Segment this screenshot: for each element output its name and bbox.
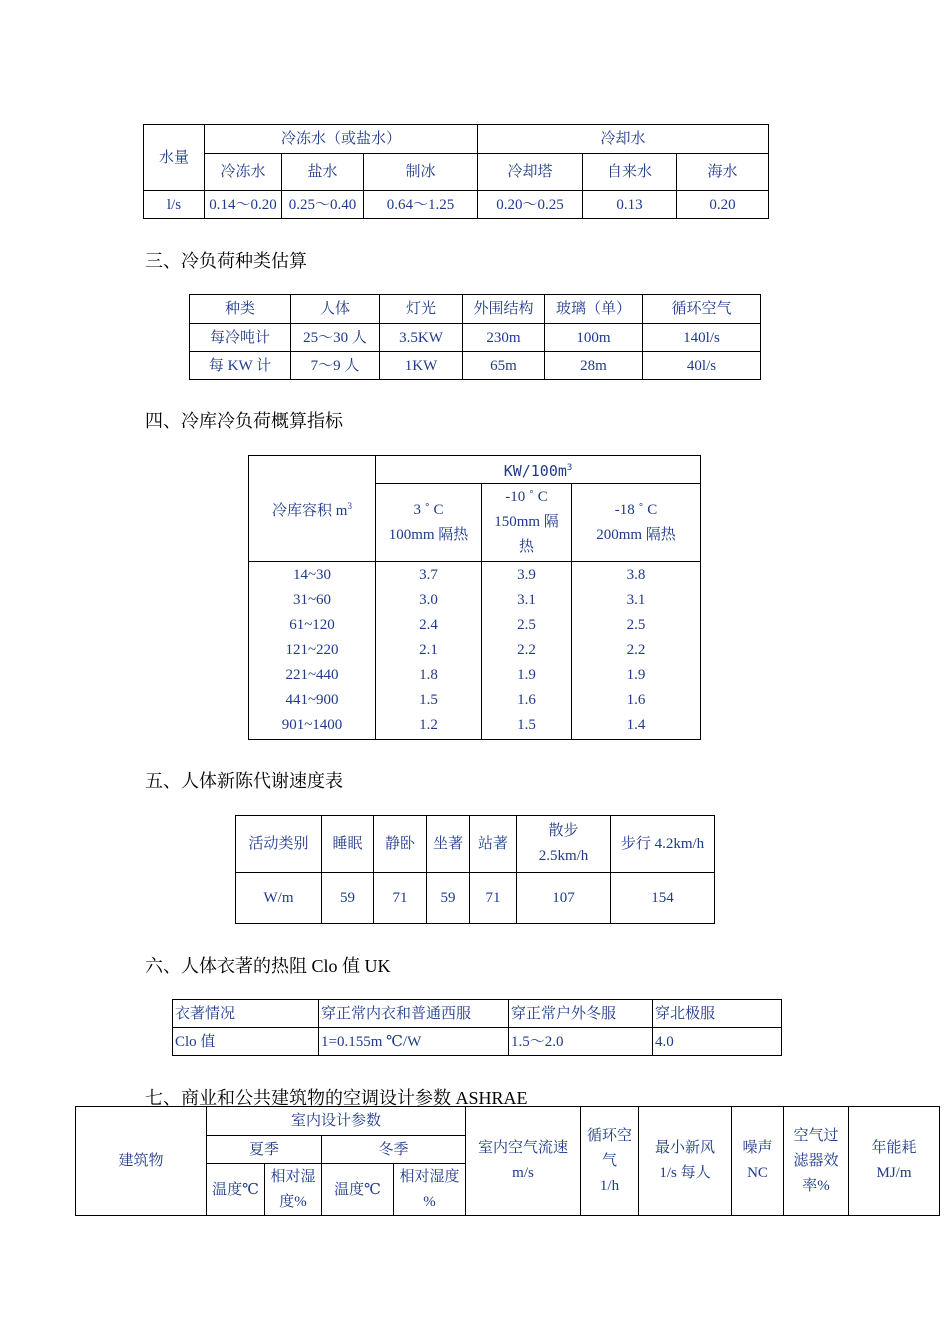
unit-cell: l/s	[144, 191, 205, 219]
table-cell: 每 KW 计	[190, 352, 291, 380]
temp-header: 温度℃	[207, 1164, 265, 1216]
table-cell: 107	[517, 873, 611, 924]
temp-header: 温度℃	[322, 1164, 394, 1216]
header-cell: 坐著	[427, 816, 470, 873]
value-column: 3.9 3.1 2.5 2.2 1.9 1.6 1.5	[482, 562, 572, 740]
table-cell: 4.0	[653, 1028, 782, 1056]
sub-header: 冷冻水	[205, 154, 282, 191]
fresh-air-header: 最小新风 1/s 每人	[639, 1107, 732, 1216]
table-cell: 每冷吨计	[190, 324, 291, 352]
table-cell: Clo 值	[173, 1028, 319, 1056]
header-cell: 外围结构	[463, 295, 545, 324]
sub-header: 自来水	[583, 154, 677, 191]
table-cell: 154	[611, 873, 715, 924]
header-cell: 散步 2.5km/h	[517, 816, 611, 873]
header-cell: 灯光	[380, 295, 463, 324]
sub-header: 制冰	[364, 154, 478, 191]
section-heading-6: 六、人体衣著的热阻 Clo 值 UK	[145, 956, 391, 976]
table-cell: 穿正常内衣和普通西服	[319, 1000, 509, 1028]
water-flow-table	[143, 124, 769, 219]
table-cell: 140l/s	[643, 324, 761, 352]
summer-header: 夏季	[207, 1136, 322, 1164]
table-cell: 衣著情况	[173, 1000, 319, 1028]
header-cell: 活动类别	[236, 816, 322, 873]
table-cell: 穿北极服	[653, 1000, 782, 1028]
section-heading-4: 四、冷库冷负荷概算指标	[145, 411, 343, 431]
value-cell: 0.14～0.20	[205, 191, 282, 219]
table-cell: 1.5～2.0	[509, 1028, 653, 1056]
header-cell: 循环空气	[643, 295, 761, 324]
value-cell: 0.25～0.40	[282, 191, 364, 219]
temp-header: -10 ˚ C 150mm 隔 热	[482, 484, 572, 562]
table-cell: 65m	[463, 352, 545, 380]
header-cell: 步行 4.2km/h	[611, 816, 715, 873]
metabolic-rate-table	[235, 815, 715, 924]
header-cell: 站著	[470, 816, 517, 873]
filter-header: 空气过 滤器效 率%	[784, 1107, 849, 1216]
range-column: 14~30 31~60 61~120 121~220 221~440 441~900 901~1400	[249, 562, 376, 740]
circulation-header: 循环空 气 1/h	[581, 1107, 639, 1216]
table-cell: 穿正常户外冬服	[509, 1000, 653, 1028]
sub-header: 冷却塔	[478, 154, 583, 191]
chilled-water-header: 冷冻水（或盐水）	[205, 125, 478, 154]
noise-header: 噪声 NC	[732, 1107, 784, 1216]
header-cell: 种类	[190, 295, 291, 324]
header-cell: 人体	[291, 295, 380, 324]
section-heading-7: 七、商业和公共建筑物的空调设计参数 ASHRAE	[145, 1088, 528, 1108]
temp-header: 3 ˚ C 100mm 隔热	[376, 484, 482, 562]
cold-storage-table	[248, 455, 701, 740]
table-cell: 1=0.155m ℃/W	[319, 1028, 509, 1056]
table-cell: 71	[470, 873, 517, 924]
table-cell: 28m	[545, 352, 643, 380]
kw-group-header: $KW/100m^3$	[376, 456, 701, 484]
header-cell: 睡眠	[322, 816, 374, 873]
energy-header: 年能耗 MJ/m	[849, 1107, 940, 1216]
table-cell: 40l/s	[643, 352, 761, 380]
building-header: 建筑物	[76, 1107, 207, 1216]
cooling-load-table	[189, 294, 761, 380]
value-cell: 0.13	[583, 191, 677, 219]
value-cell: 0.20～0.25	[478, 191, 583, 219]
winter-header: 冬季	[322, 1136, 466, 1164]
sub-header: 海水	[677, 154, 769, 191]
clothing-clo-table	[172, 999, 782, 1056]
table-cell: 230m	[463, 324, 545, 352]
table-cell: 71	[374, 873, 427, 924]
volume-header: 冷库容积 $m^3$	[249, 456, 376, 562]
value-cell: 0.20	[677, 191, 769, 219]
table-cell: 1KW	[380, 352, 463, 380]
cooling-water-header: 冷却水	[478, 125, 769, 154]
table-cell: 7～9 人	[291, 352, 380, 380]
hvac-design-table	[75, 1106, 940, 1216]
rh-header: 相对湿度 %	[394, 1164, 466, 1216]
water-header: 水量	[144, 125, 205, 191]
rh-header: 相对湿 度%	[265, 1164, 322, 1216]
airspeed-header: 室内空气流速 m/s	[466, 1107, 581, 1216]
value-column: 3.7 3.0 2.4 2.1 1.8 1.5 1.2	[376, 562, 482, 740]
table-cell: 25～30 人	[291, 324, 380, 352]
indoor-params-header: 室内设计参数	[207, 1107, 466, 1136]
value-cell: 0.64～1.25	[364, 191, 478, 219]
value-column: 3.8 3.1 2.5 2.2 1.9 1.6 1.4	[572, 562, 701, 740]
table-cell: W/m	[236, 873, 322, 924]
table-cell: 100m	[545, 324, 643, 352]
sub-header: 盐水	[282, 154, 364, 191]
section-heading-3: 三、冷负荷种类估算	[145, 251, 307, 271]
header-cell: 静卧	[374, 816, 427, 873]
table-cell: 59	[427, 873, 470, 924]
table-cell: 3.5KW	[380, 324, 463, 352]
header-cell: 玻璃（单）	[545, 295, 643, 324]
table-cell: 59	[322, 873, 374, 924]
section-heading-5: 五、人体新陈代谢速度表	[145, 771, 343, 791]
temp-header: -18 ˚ C 200mm 隔热	[572, 484, 701, 562]
